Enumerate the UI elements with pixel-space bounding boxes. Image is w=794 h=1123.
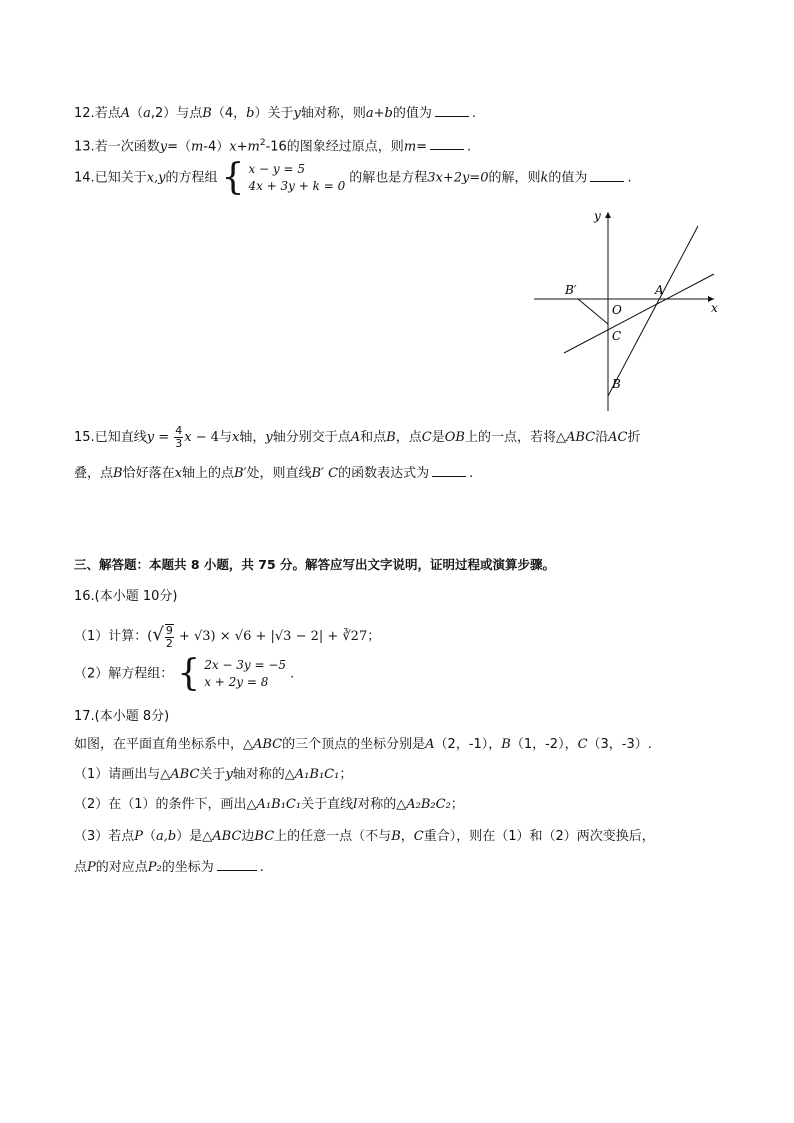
answer-blank[interactable] xyxy=(590,169,624,182)
answer-blank[interactable] xyxy=(217,858,257,871)
question-13: 13.若一次函数$y=(m-4)x+m^2-16$的图象经过原点，则m= . xyxy=(74,138,472,155)
point-bprime-label: B′ xyxy=(565,283,577,297)
question-17-sub2: （2）在（1）的条件下，画出△A₁B₁C₁关于直线l对称的△A₂B₂C₂； xyxy=(74,797,464,812)
left-brace-icon: { xyxy=(221,157,245,198)
equation-system: { x − y = 5 4x + 3y + k = 0 xyxy=(221,157,346,198)
equation-system: { 2x − 3y = −5 x + 2y = 8 xyxy=(177,653,287,694)
line-bprime-c xyxy=(564,274,714,353)
point-o-label: O xyxy=(612,303,622,317)
question-12: 12.若点A（a,2）与点B（4，b）关于y轴对称，则a+b的值为 . xyxy=(74,106,476,121)
question-16-part1: （1）计算：(√ $\frac{9}{2}$ + √3) × √6 + |√3 − 2| + ∛27； xyxy=(74,623,381,650)
fraction-9-2: $\frac{9}{2}$ xyxy=(165,623,173,650)
y-axis-label: y xyxy=(594,209,601,223)
point-a-label: A xyxy=(655,283,664,297)
answer-blank[interactable] xyxy=(435,104,469,117)
answer-blank[interactable] xyxy=(430,137,464,150)
question-16-part2: （2）解方程组： { 2x − 3y = −5 x + 2y = 8 . xyxy=(74,653,295,694)
question-14: 14.已知关于x,y的方程组 { x − y = 5 4x + 3y + k = 0 的解也是方程3x+2y=0的解，则k的值为 . xyxy=(74,157,632,198)
segment-bprime-c xyxy=(578,299,608,324)
sqrt-symbol: √ xyxy=(152,624,164,645)
question-15-line1: 15.已知直线y = $\frac{4}{3}$ x − 4与x轴，y轴分别交于点A和点B，点C是OB上的一点，若将△ABC沿AC折 xyxy=(74,424,641,450)
answer-blank[interactable] xyxy=(432,464,466,477)
section-3-heading: 三、解答题：本题共 8 小题，共 75 分。解答应写出文字说明，证明过程或演算步骤。 xyxy=(74,557,556,572)
question-17-intro: 如图，在平面直角坐标系中，△ABC的三个顶点的坐标分别是A（2，-1），B（1，-2），C（3，-3）. xyxy=(74,737,652,752)
question-17-sub1: （1）请画出与△ABC关于y轴对称的△A₁B₁C₁； xyxy=(74,767,353,782)
question-17-sub3-cont: 点P的对应点P₂的坐标为 . xyxy=(74,860,264,875)
point-b-label: B xyxy=(612,377,621,391)
question-15-line2: 叠，点B恰好落在x轴上的点B′处，则直线B′ C的函数表达式为 . xyxy=(74,466,474,481)
left-brace-icon: { xyxy=(177,653,201,694)
question-17-sub3: （3）若点P（a,b）是△ABC边BC上的任意一点（不与B，C重合），则在（1）和（2）两次变换后， xyxy=(74,829,655,844)
question-16-title: 16.(本小题 10分) xyxy=(74,589,178,604)
coordinate-graph xyxy=(528,206,728,416)
point-c-label: C xyxy=(612,329,622,343)
x-axis-label: x xyxy=(711,301,718,315)
question-17-title: 17.(本小题 8分) xyxy=(74,709,170,724)
fraction: $\frac{4}{3}$ xyxy=(175,424,183,450)
